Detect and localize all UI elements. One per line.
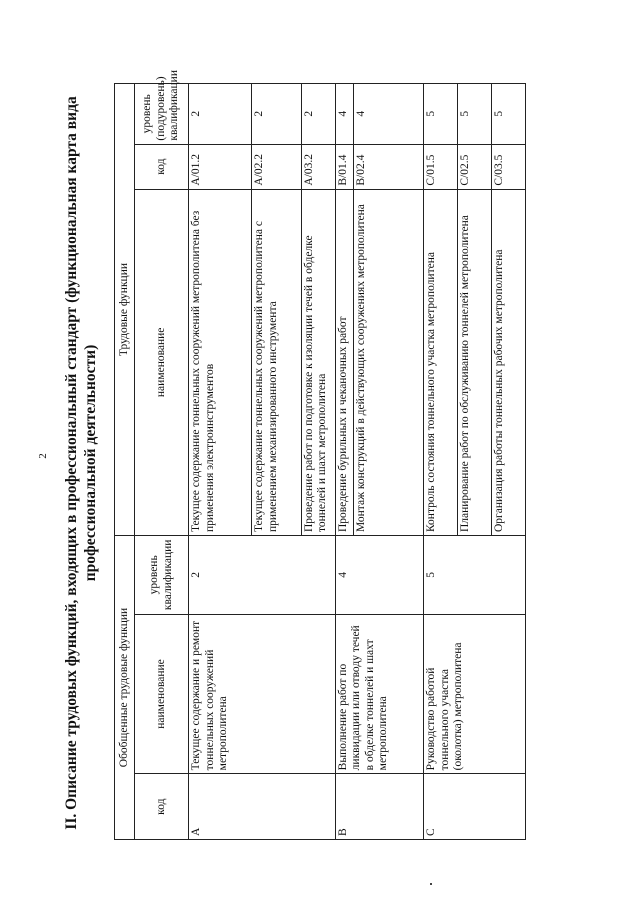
header-code: код — [135, 774, 189, 840]
functional-map-table — [114, 70, 526, 840]
function-level: 2 — [301, 84, 335, 145]
function-level: 4 — [335, 84, 354, 145]
function-name: Текущее содержание тоннельных сооружений метрополитена без применения электроинструментов — [189, 189, 252, 535]
function-level: 2 — [252, 84, 302, 145]
header-sublevel: уровень (подуровень) квалификации — [135, 84, 189, 145]
function-level: 5 — [458, 84, 492, 145]
function-code: C/03.5 — [492, 144, 526, 189]
header-row-2 — [135, 84, 189, 840]
function-level: 2 — [189, 84, 252, 145]
group-code: C — [424, 774, 526, 840]
header-labor-functions: Трудовые функции — [115, 84, 135, 536]
group-level: 5 — [424, 536, 526, 615]
header-row-1 — [115, 84, 135, 840]
header-function-code: код — [135, 144, 189, 189]
group-name: Текущее содержание и ремонт тоннельных сооружений метрополитена — [189, 614, 336, 774]
function-name: Проведение работ по подготовке к изоляции течей в обделке тоннелей и шахт метрополитена — [301, 189, 335, 535]
section-title — [62, 83, 100, 843]
function-level: 5 — [492, 84, 526, 145]
function-name: Контроль состояния тоннельного участка метрополитена — [424, 189, 458, 535]
function-code: A/03.2 — [301, 144, 335, 189]
group-name: Выполнение работ по ликвидации или отводу течей в обделке тоннелей и шахт метрополитена — [335, 614, 424, 774]
function-name: Планирование работ по обслуживанию тоннелей метрополитена — [458, 189, 492, 535]
header-generalized: Обобщенные трудовые функции — [115, 536, 135, 840]
table-row — [424, 84, 458, 840]
function-name: Организация работы тоннельных рабочих метрополитена — [492, 189, 526, 535]
function-code: B/02.4 — [354, 144, 424, 189]
section-title-line-1: II. Описание трудовых функций, входящих в профессиональный стандарт (функциональная карта вида — [63, 96, 80, 830]
page-number: 2 — [36, 453, 49, 459]
table-row — [335, 84, 354, 840]
function-code: A/02.2 — [252, 144, 302, 189]
table-row — [189, 84, 252, 840]
function-code: A/01.2 — [189, 144, 252, 189]
scan-speck — [430, 883, 432, 885]
function-code: C/02.5 — [458, 144, 492, 189]
function-name: Текущее содержание тоннельных сооружений метрополитена с применением механизированного инструмента — [252, 189, 302, 535]
group-code: B — [335, 774, 424, 840]
group-level: 2 — [189, 536, 336, 615]
header-function-name: наименование — [135, 189, 189, 535]
group-name: Руководство работой тоннельного участка (околотка) метрополитена — [424, 614, 526, 774]
function-level: 4 — [354, 84, 424, 145]
function-name: Проведение бурильных и чеканочных работ — [335, 189, 354, 535]
function-code: B/01.4 — [335, 144, 354, 189]
function-name: Монтаж конструкций в действующих сооружениях метрополитена — [354, 189, 424, 535]
group-level: 4 — [335, 536, 424, 615]
function-code: C/01.5 — [424, 144, 458, 189]
function-level: 5 — [424, 84, 458, 145]
section-title-line-2: профессиональной деятельности) — [82, 344, 99, 582]
group-code: A — [189, 774, 336, 840]
header-name: наименование — [135, 614, 189, 774]
rotated-page-content — [62, 70, 530, 843]
header-level: уровень квалификации — [135, 536, 189, 615]
